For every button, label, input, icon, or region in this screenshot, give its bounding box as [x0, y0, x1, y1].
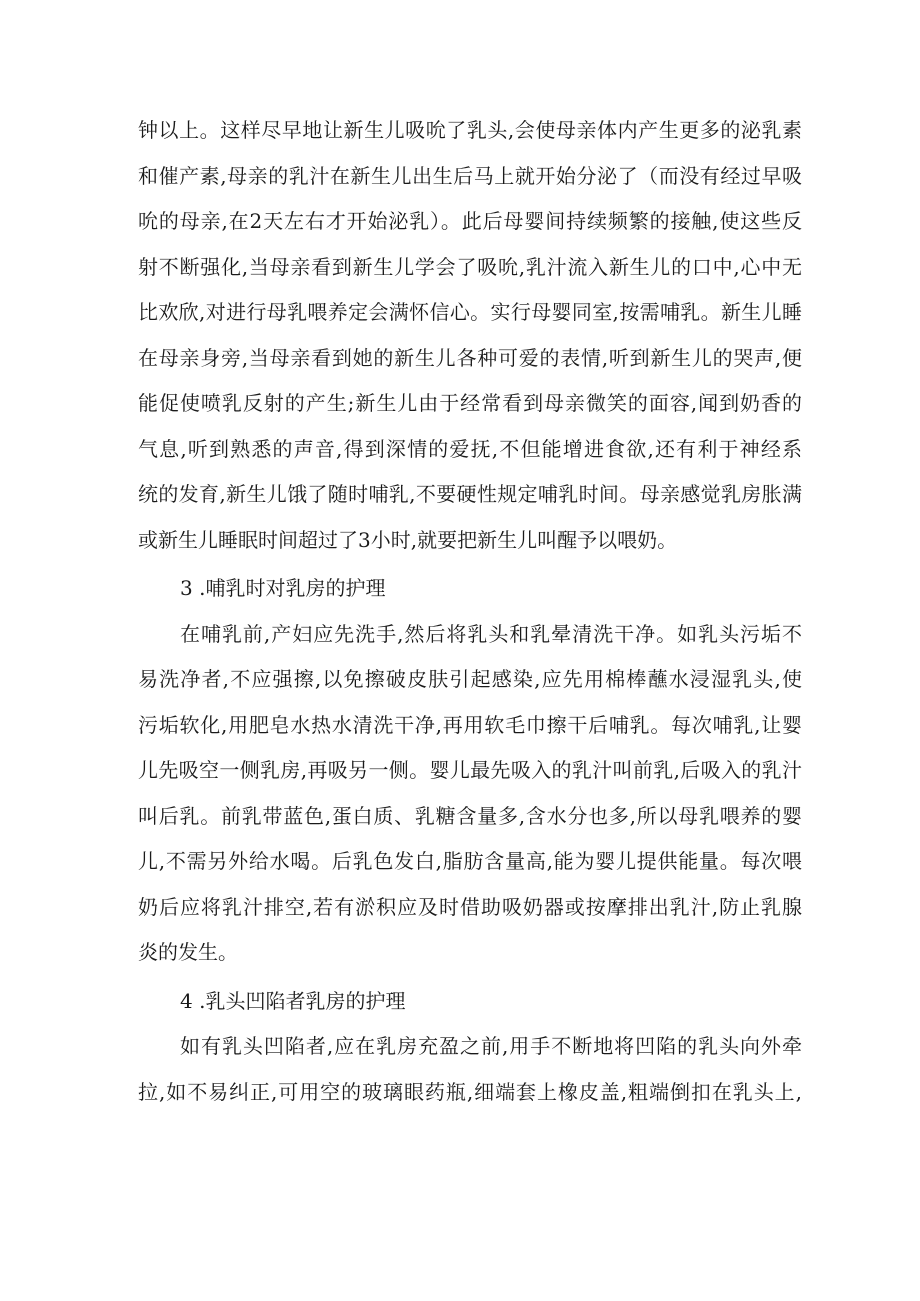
document-body [138, 108, 802, 1115]
text-line: 叫后乳。前乳带蓝色,蛋白质、乳糖含量多,含水分也多,所以母乳喂养的婴 [138, 803, 802, 828]
text-line: 和催产素,母亲的乳汁在新生儿出生后马上就开始分泌了（而没有经过早吸 [138, 163, 802, 188]
paragraph-2 [138, 612, 802, 976]
text-line: 拉,如不易纠正,可用空的玻璃眼药瓶,细端套上橡皮盖,粗端倒扣在乳头上, [138, 1079, 802, 1104]
text-line: 炎的发生。 [138, 940, 238, 964]
text-line: 比欢欣,对进行母乳喂养定会满怀信心。实行母婴同室,按需哺乳。新生儿睡 [138, 300, 802, 324]
text-line: 气息,听到熟悉的声音,得到深情的爱抚,不但能增进食欲,还有利于神经系 [138, 436, 802, 461]
section-heading-3: 3 .哺乳时对乳房的护理 [180, 576, 386, 600]
paragraph-3 [138, 1024, 802, 1115]
section-heading-4: 4 .乳头凹陷者乳房的护理 [180, 988, 406, 1013]
text-line: 在母亲身旁,当母亲看到她的新生儿各种可爱的表情,听到新生儿的哭声,便 [138, 345, 802, 370]
text-line: 如有乳头凹陷者,应在乳房充盈之前,用手不断地将凹陷的乳头向外牵 [180, 1034, 802, 1058]
text-line: 在哺乳前,产妇应先洗手,然后将乳头和乳晕清洗干净。如乳头污垢不 [180, 621, 802, 646]
text-line: 污垢软化,用肥皂水热水清洗干净,再用软毛巾擦干后哺乳。每次哺乳,让婴 [138, 712, 802, 737]
text-line: 或新生儿睡眠时间超过了3小时,就要把新生儿叫醒予以喂奶。 [138, 527, 678, 552]
paragraph-1 [138, 108, 802, 563]
text-line: 能促使喷乳反射的产生;新生儿由于经常看到母亲微笑的面容,闻到奶香的 [138, 391, 802, 415]
text-line: 吮的母亲,在2天左右才开始泌乳）。此后母婴间持续频繁的接触,使这些反 [138, 209, 802, 233]
text-line: 钟以上。这样尽早地让新生儿吸吮了乳头,会使母亲体内产生更多的泌乳素 [138, 118, 802, 142]
text-line: 易洗净者,不应强擦,以免擦破皮肤引起感染,应先用棉棒蘸水浸湿乳头,使 [138, 667, 802, 691]
text-line: 射不断强化,当母亲看到新生儿学会了吸吮,乳汁流入新生儿的口中,心中无 [138, 254, 802, 279]
text-line: 儿先吸空一侧乳房,再吸另一侧。婴儿最先吸入的乳汁叫前乳,后吸入的乳汁 [138, 758, 802, 782]
text-line: 奶后应将乳汁排空,若有淤积应及时借助吸奶器或按摩排出乳汁,防止乳腺 [138, 894, 802, 919]
text-line: 儿,不需另外给水喝。后乳色发白,脂肪含量高,能为婴儿提供能量。每次喂 [138, 849, 802, 873]
text-line: 统的发育,新生儿饿了随时哺乳,不要硬性规定哺乳时间。母亲感觉乳房胀满 [138, 482, 802, 506]
